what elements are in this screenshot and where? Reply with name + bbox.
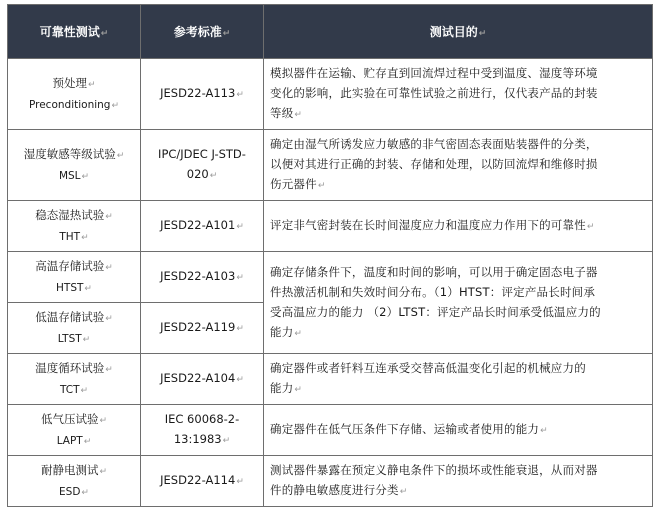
storage-purpose-cell: 确定存储条件下，温度和时间的影响，可以用于确定固态电子器 件热激活机制和失效时间分布。（1）HTST：评定产品长时间承 受高温应力的能力 （2）LTST：评定产品长时间承受低温应力的 能力↵ <box>264 252 653 354</box>
test-name-cell: 预处理↵ Preconditioning↵ <box>8 59 141 130</box>
test-name-cell: 稳态湿热试验↵ THT↵ <box>8 201 141 252</box>
standard-cell: IEC 60068-2- 13:1983↵ <box>141 405 264 456</box>
standard-cell: JESD22-A103↵ <box>141 252 264 303</box>
standard-cell: JESD22-A114↵ <box>141 456 264 507</box>
table-row <box>8 130 653 201</box>
purpose-cell: 确定器件在低气压条件下存储、运输或者使用的能力↵ <box>264 405 653 456</box>
test-name-cell: 温度循环试验↵ TCT↵ <box>8 354 141 405</box>
standard-cell: JESD22-A119↵ <box>141 303 264 354</box>
table-row <box>8 201 653 252</box>
table-row <box>8 456 653 507</box>
table-row <box>8 252 653 303</box>
test-name-cell: 耐静电测试↵ ESD↵ <box>8 456 141 507</box>
test-name-cell: 湿度敏感等级试验↵ MSL↵ <box>8 130 141 201</box>
table-row <box>8 59 653 130</box>
header-standard: 参考标准↵ <box>141 5 264 59</box>
test-name-cell: 低温存储试验↵ LTST↵ <box>8 303 141 354</box>
header-test: 可靠性测试↵ <box>8 5 141 59</box>
purpose-cell: 评定非气密封装在长时间湿度应力和温度应力作用下的可靠性↵ <box>264 201 653 252</box>
purpose-cell: 确定由湿气所诱发应力敏感的非气密固态表面贴装器件的分类， 以便对其进行正确的封装、存储和处理，以防回流焊和维修时损 伤元器件↵ <box>264 130 653 201</box>
standard-cell: JESD22-A113↵ <box>141 59 264 130</box>
test-name-cell: 低气压试验↵ LAPT↵ <box>8 405 141 456</box>
standard-cell: JESD22-A104↵ <box>141 354 264 405</box>
standard-cell: JESD22-A101↵ <box>141 201 264 252</box>
reliability-test-table <box>7 4 653 507</box>
test-name-cell: 高温存储试验↵ HTST↵ <box>8 252 141 303</box>
purpose-cell: 确定器件或者钎料互连承受交替高低温变化引起的机械应力的 能力↵ <box>264 354 653 405</box>
standard-cell: IPC/JDEC J-STD- 020↵ <box>141 130 264 201</box>
table-header-row <box>8 5 653 59</box>
purpose-cell: 模拟器件在运输、贮存直到回流焊过程中受到温度、湿度等环境 变化的影响，此实验在可靠性试验之前进行，仅代表产品的封装 等级↵ <box>264 59 653 130</box>
table-row <box>8 354 653 405</box>
purpose-cell: 测试器件暴露在预定义静电条件下的损坏或性能衰退，从而对器 件的静电敏感度进行分类↵ <box>264 456 653 507</box>
header-purpose: 测试目的↵ <box>264 5 653 59</box>
table-row <box>8 405 653 456</box>
